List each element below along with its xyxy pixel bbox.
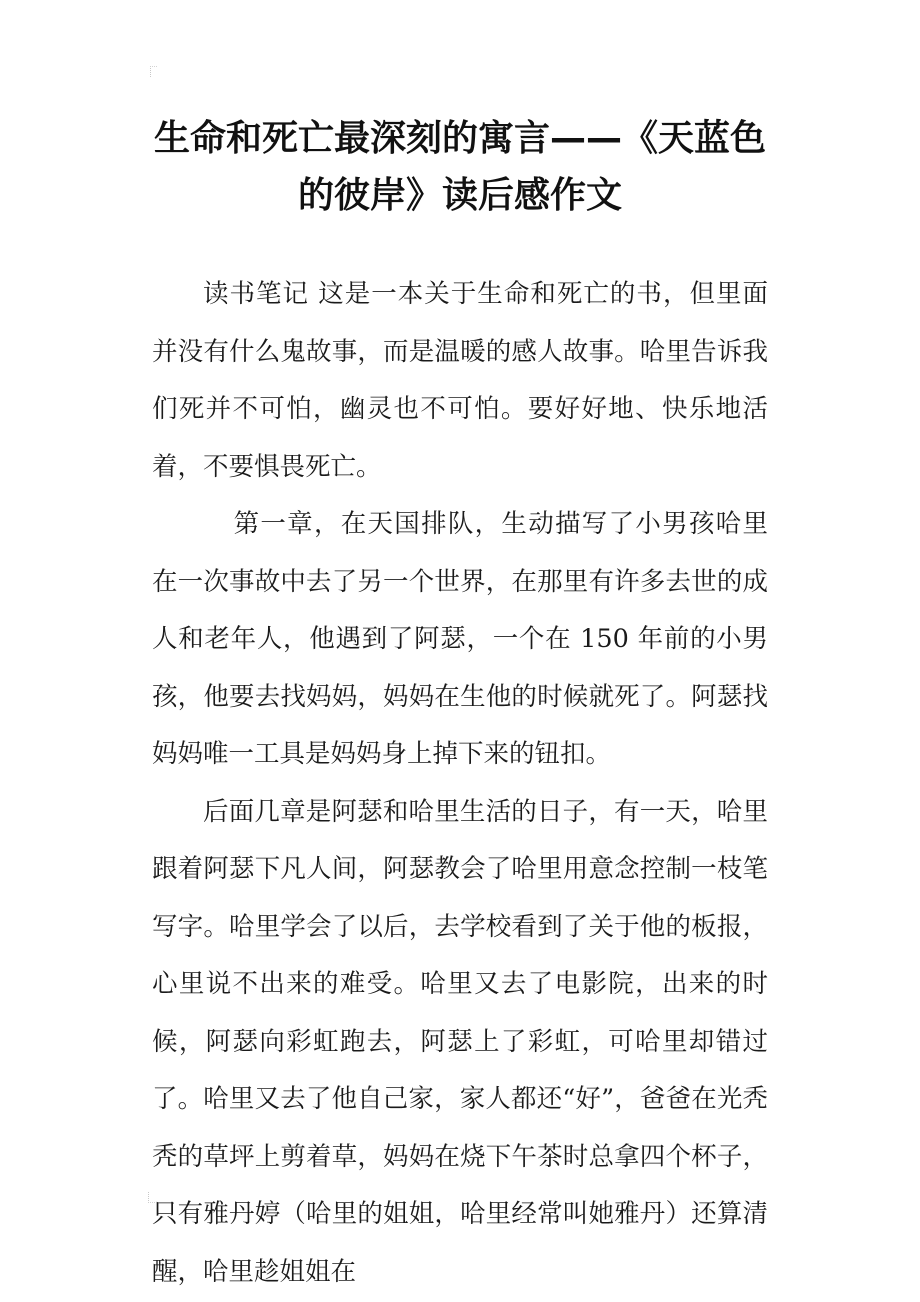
document-body [152,266,768,1301]
paragraph: 后面几章是阿瑟和哈里生活的日子，有一天，哈里跟着阿瑟下凡人间，阿瑟教会了哈里用意念控制一枝笔写字。哈里学会了以后，去学校看到了关于他的板报，心里说不出来的难受。哈里又去了电影院，出来的时候，阿瑟向彩虹跑去，阿瑟上了彩虹，可哈里却错过了。哈里又去了他自己家，家人都还“好”，爸爸在光秃秃的草坪上剪着草，妈妈在烧下午茶时总拿四个杯子，只有雅丹婷（哈里的姐姐，哈里经常叫她雅丹）还算清醒，哈里趁姐姐在 [152,796,768,1287]
document-title: 生命和死亡最深刻的寓言——《天蓝色的彼岸》读后感作文 [153,118,766,216]
paragraph: 读书笔记 这是一本关于生命和死亡的书，但里面并没有什么鬼故事，而是温暖的感人故事。哈里告诉我们死并不可怕，幽灵也不可怕。要好好地、快乐地活着，不要惧畏死亡。 [152,279,768,482]
scan-corner-mark [148,1192,155,1203]
scan-corner-mark [150,66,157,77]
paragraph: 第一章，在天国排队，生动描写了小男孩哈里在一次事故中去了另一个世界，在那里有许多去世的成人和老年人，他遇到了阿瑟，一个在 150 年前的小男孩，他要去找妈妈，妈妈在生他的时候就死了。阿瑟找妈妈唯一工具是妈妈身上掉下来的钮扣。 [152,509,768,769]
